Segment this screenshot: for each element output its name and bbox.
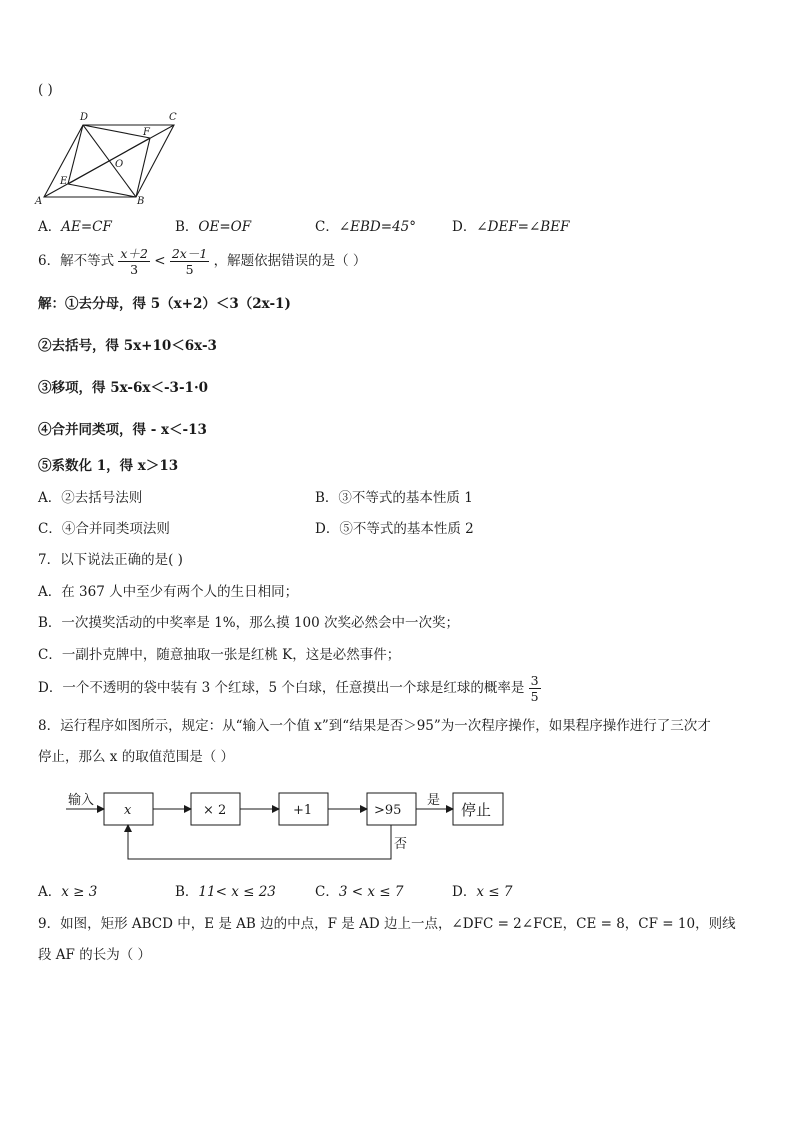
- flow-box-plus: +1: [293, 803, 313, 818]
- q6-step-3: ③移项，得 5x-6x＜-3-1·0: [38, 380, 209, 396]
- q6-stem: 6．解不等式 $\frac{x+2}{3}$ < $\frac{2x-1}{5}$ ，解题依据错误的是（ ）: [38, 246, 367, 277]
- flow-box-condition: >95: [374, 803, 402, 818]
- q5-option-d[interactable]: D．∠DEF=∠BEF: [452, 219, 570, 235]
- q7-fraction: $\frac{3}{5}$: [530, 673, 539, 704]
- q9-stem-line-2: 段 AF 的长为（ ）: [38, 947, 151, 963]
- q5-option-a[interactable]: A．AE=CF: [38, 219, 112, 235]
- q6-option-c[interactable]: C．④合并同类项法则: [38, 521, 170, 537]
- flow-input-label: 输入: [68, 793, 95, 808]
- q6-step-2: ②去括号，得 5x+10＜6x-3: [38, 338, 217, 354]
- q8-stem-line-1: 8．运行程序如图所示，规定：从“输入一个值 x”到“结果是否＞95”为一次程序操作，如果程序操作进行了三次才: [38, 718, 711, 734]
- label-o: O: [115, 159, 124, 170]
- q8-stem-line-2: 停止，那么 x 的取值范围是（ ）: [38, 749, 234, 765]
- label-b: B: [137, 196, 145, 207]
- q7-option-d[interactable]: D．一个不透明的袋中装有 3 个红球，5 个白球，任意摸出一个球是红球的概率是 $\frac{3}{5}$: [38, 673, 539, 704]
- q5-option-c[interactable]: C．∠EBD=45°: [315, 219, 416, 235]
- q8-option-d[interactable]: D．x ≤ 7: [452, 884, 513, 900]
- q9-stem-line-1: 9．如图，矩形 ABCD 中，E 是 AB 边的中点，F 是 AD 边上一点，∠DFC = 2∠FCE，CE = 8，CF = 10，则线: [38, 916, 736, 932]
- q7-option-c[interactable]: C．一副扑克牌中，随意抽取一张是红桃 K，这是必然事件；: [38, 647, 401, 663]
- label-d: D: [80, 112, 89, 123]
- q6-step-5: ⑤系数化 1，得 x＞13: [38, 458, 179, 474]
- flow-yes-label: 是: [427, 793, 441, 808]
- label-f: F: [143, 127, 150, 138]
- q6-fraction-left: $\frac{x+2}{3}$: [120, 246, 148, 277]
- q8-option-c[interactable]: C．3 < x ≤ 7: [315, 884, 404, 900]
- flow-no-label: 否: [394, 837, 408, 852]
- label-c: C: [169, 112, 177, 123]
- q6-step-1: 解：①去分母，得 5（x+2）＜3（2x-1): [38, 296, 291, 312]
- q6-step-4: ④合并同类项，得 - x＜-13: [38, 422, 207, 438]
- q5-option-b[interactable]: B．OE=OF: [175, 219, 252, 235]
- label-e: E: [60, 176, 68, 187]
- q6-option-a[interactable]: A．②去括号法则: [38, 490, 143, 506]
- q8-option-a[interactable]: A．x ≥ 3: [38, 884, 98, 900]
- program-flowchart: [60, 784, 520, 864]
- q6-fraction-right: $\frac{2x-1}{5}$: [171, 246, 208, 277]
- q6-option-d[interactable]: D．⑤不等式的基本性质 2: [315, 521, 474, 537]
- q8-option-b[interactable]: B．11< x ≤ 23: [175, 884, 276, 900]
- label-a: A: [35, 196, 43, 207]
- q7-stem: 7．以下说法正确的是( ): [38, 552, 183, 568]
- flow-box-x: x: [124, 803, 132, 818]
- flow-box-multiply: × 2: [203, 803, 227, 818]
- q7-option-b[interactable]: B．一次摸奖活动的中奖率是 1%，那么摸 100 次奖必然会中一次奖；: [38, 615, 459, 631]
- q6-option-b[interactable]: B．③不等式的基本性质 1: [315, 490, 473, 506]
- flow-stop-box: 停止: [461, 801, 492, 819]
- q5-answer-paren: ( ): [38, 82, 53, 98]
- q7-option-a[interactable]: A．在 367 人中至少有两个人的生日相同；: [38, 584, 299, 600]
- parallelogram-figure: [34, 108, 184, 208]
